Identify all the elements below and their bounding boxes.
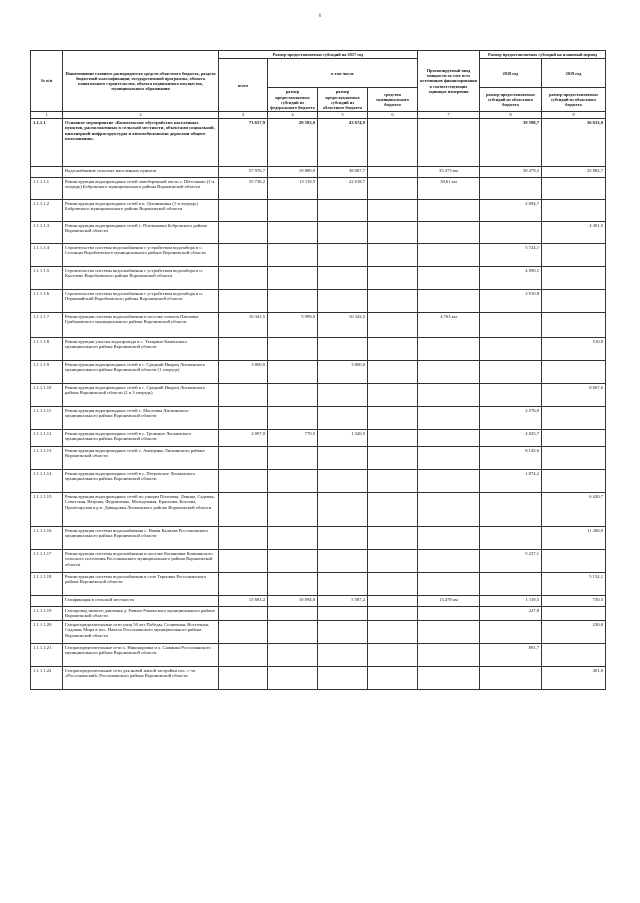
regional-2017 bbox=[318, 620, 368, 643]
capacity bbox=[418, 666, 480, 689]
table-row bbox=[31, 666, 606, 689]
header-year-2018: 2018 год bbox=[480, 59, 542, 88]
regional-2019 bbox=[542, 606, 606, 620]
header-federal: размер предоставляемых субсидий из федерального бюджета bbox=[268, 88, 318, 112]
total-2017: 16 341,5 bbox=[219, 312, 268, 337]
table-row bbox=[31, 572, 606, 595]
regional-2019: 750,3 bbox=[542, 595, 606, 606]
regional-2017 bbox=[318, 666, 368, 689]
total-2017 bbox=[219, 406, 268, 429]
municipal-2017 bbox=[368, 429, 418, 446]
federal-2017 bbox=[268, 446, 318, 469]
municipal-2017 bbox=[368, 446, 418, 469]
capacity bbox=[418, 118, 480, 166]
header-year-2019: 2019 год bbox=[542, 59, 606, 88]
row-index: 1.1.1.1.17 bbox=[31, 549, 63, 572]
municipal-2017 bbox=[368, 312, 418, 337]
regional-2019 bbox=[542, 289, 606, 312]
row-index: 1.1.1.1.14 bbox=[31, 469, 63, 492]
row-index: 1.1.1.1.2 bbox=[31, 199, 63, 221]
regional-2018 bbox=[480, 177, 542, 199]
municipal-2017 bbox=[368, 243, 418, 266]
federal-2017 bbox=[268, 337, 318, 360]
federal-2017: 770,5 bbox=[268, 429, 318, 446]
row-index: 1.1.1.1.13 bbox=[31, 446, 63, 469]
row-index bbox=[31, 166, 63, 177]
total-2017 bbox=[219, 243, 268, 266]
row-name: Строительство системы водоснабжения с устройством водозабора в п. Киселево Воробьевского района Воронежской области bbox=[63, 266, 219, 289]
table-row bbox=[31, 337, 606, 360]
regional-2018: 1 874,2 bbox=[480, 469, 542, 492]
table-row bbox=[31, 383, 606, 406]
regional-2018 bbox=[480, 526, 542, 549]
capacity: 4,763 км bbox=[418, 312, 480, 337]
capacity: 13,478 км bbox=[418, 595, 480, 606]
regional-2017 bbox=[318, 406, 368, 429]
total-2017 bbox=[219, 446, 268, 469]
regional-2019 bbox=[542, 177, 606, 199]
regional-2019: 5 132,1 bbox=[542, 572, 606, 595]
total-2017 bbox=[219, 549, 268, 572]
regional-2017 bbox=[318, 606, 368, 620]
total-2017 bbox=[219, 526, 268, 549]
capacity bbox=[418, 289, 480, 312]
row-name: Реконструкция водопроводных сетей с. Анощенко Лискинского района Воронежской области bbox=[63, 446, 219, 469]
row-index: 1.1.1.1.6 bbox=[31, 289, 63, 312]
regional-2017 bbox=[318, 221, 368, 243]
header-index: № п/п bbox=[31, 51, 63, 112]
total-2017: 35 738,2 bbox=[219, 177, 268, 199]
regional-2017 bbox=[318, 446, 368, 469]
total-2017 bbox=[219, 666, 268, 689]
row-name: Реконструкция системы водоснабжения в поселке Копанчина Кошнянского сельского поселения Россошанского муниципального района Воронежской области bbox=[63, 549, 219, 572]
regional-2018 bbox=[480, 383, 542, 406]
municipal-2017 bbox=[368, 469, 418, 492]
total-2017 bbox=[219, 572, 268, 595]
capacity bbox=[418, 572, 480, 595]
column-number: 3 bbox=[219, 112, 268, 119]
total-2017 bbox=[219, 620, 268, 643]
row-name: Реконструкция водопроводных сетей левобережной части с. Шестаково (1-я очередь) Бобровского муниципального района Воронежской области bbox=[63, 177, 219, 199]
municipal-2017 bbox=[368, 492, 418, 526]
capacity bbox=[418, 266, 480, 289]
federal-2017 bbox=[268, 406, 318, 429]
row-index: 1.1.1.1 bbox=[31, 118, 63, 166]
column-number: 7 bbox=[418, 112, 480, 119]
regional-2017: 1 326,5 bbox=[318, 429, 368, 446]
table-row bbox=[31, 595, 606, 606]
capacity bbox=[418, 606, 480, 620]
capacity bbox=[418, 383, 480, 406]
municipal-2017 bbox=[368, 595, 418, 606]
capacity bbox=[418, 526, 480, 549]
header-2017-group: Размер предоставляемых субсидий на 2017 год bbox=[219, 51, 418, 59]
row-index: 1.1.1.1.11 bbox=[31, 406, 63, 429]
municipal-2017 bbox=[368, 606, 418, 620]
regional-2017 bbox=[318, 643, 368, 666]
federal-2017 bbox=[268, 526, 318, 549]
regional-2019 bbox=[542, 199, 606, 221]
regional-2019 bbox=[542, 266, 606, 289]
capacity bbox=[418, 492, 480, 526]
row-index: 1.1.1.1.8 bbox=[31, 337, 63, 360]
total-2017: 2 097,0 bbox=[219, 429, 268, 446]
regional-2018: 891,7 bbox=[480, 643, 542, 666]
regional-2018 bbox=[480, 337, 542, 360]
column-number: 8 bbox=[480, 112, 542, 119]
regional-2017 bbox=[318, 469, 368, 492]
municipal-2017 bbox=[368, 266, 418, 289]
capacity bbox=[418, 549, 480, 572]
header-plan-group: Размер предоставляемых субсидий на плановый период bbox=[480, 51, 606, 59]
regional-2018: 227,8 bbox=[480, 606, 542, 620]
table-row bbox=[31, 177, 606, 199]
row-name: Реконструкция системы водоснабжения в поселке совхоза Павловка Грибановского муниципального района Воронежской области bbox=[63, 312, 219, 337]
row-name: Газораспределительные сети для новой жилой застройки пос. с-за «Россошанский» Россошанского района Воронежской области bbox=[63, 666, 219, 689]
federal-2017 bbox=[268, 383, 318, 406]
regional-2018: 4 090,1 bbox=[480, 266, 542, 289]
table-row bbox=[31, 469, 606, 492]
table-row bbox=[31, 166, 606, 177]
page-number: 6 bbox=[318, 14, 322, 19]
capacity bbox=[418, 337, 480, 360]
municipal-2017 bbox=[368, 337, 418, 360]
table-row bbox=[31, 446, 606, 469]
row-name: Газораспределительные сети улиц 50 лет Победы, Солнечная, Восточная, Садовая, Мира в пос. Начало Россошанского муниципального района Воронежской области bbox=[63, 620, 219, 643]
table-row bbox=[31, 243, 606, 266]
regional-2017 bbox=[318, 526, 368, 549]
table-row bbox=[31, 429, 606, 446]
row-name: Газификация в сельской местности bbox=[63, 595, 219, 606]
regional-2018 bbox=[480, 360, 542, 383]
total-2017: 73 657,9 bbox=[219, 118, 268, 166]
capacity bbox=[418, 243, 480, 266]
regional-2019 bbox=[542, 360, 606, 383]
table-row bbox=[31, 266, 606, 289]
regional-2018: 38 479,2 bbox=[480, 166, 542, 177]
municipal-2017 bbox=[368, 666, 418, 689]
row-index: 1.1.1.1.18 bbox=[31, 572, 63, 595]
total-2017 bbox=[219, 199, 268, 221]
header-name: Наименование главного распорядителя средств областного бюджета, раздела бюджетной классификации, государственной программы, объекта капитального строительства, объекта недвижимого имущества, муниципального образования bbox=[63, 51, 219, 112]
municipal-2017 bbox=[368, 166, 418, 177]
federal-2017: 5 999,0 bbox=[268, 312, 318, 337]
federal-2017: 13 119,5 bbox=[268, 177, 318, 199]
federal-2017 bbox=[268, 572, 318, 595]
regional-2019 bbox=[542, 469, 606, 492]
regional-2019: 301,0 bbox=[542, 666, 606, 689]
municipal-2017 bbox=[368, 572, 418, 595]
row-index: 1.1.1.1.3 bbox=[31, 221, 63, 243]
row-name: Реконструкция системы водоснабжения в селе Терновка Россошанского района Воронежской области bbox=[63, 572, 219, 595]
regional-2018 bbox=[480, 620, 542, 643]
row-index: 1.1.1.1.22 bbox=[31, 666, 63, 689]
column-number: 5 bbox=[318, 112, 368, 119]
header-including: в том числе bbox=[268, 59, 418, 88]
regional-2018: 39 598,7 bbox=[480, 118, 542, 166]
municipal-2017 bbox=[368, 199, 418, 221]
regional-2017 bbox=[318, 572, 368, 595]
municipal-2017 bbox=[368, 118, 418, 166]
capacity bbox=[418, 620, 480, 643]
header-capacity: Прогнозируемый ввод мощности за счет всех источников финансирования в соответствующих единицах измерения bbox=[418, 51, 480, 112]
total-2017 bbox=[219, 383, 268, 406]
row-name: Газопровод низкого давления д. Ровное Рамонского муниципального района Воронежской области bbox=[63, 606, 219, 620]
row-index: 1.1.1.1.20 bbox=[31, 620, 63, 643]
row-index: 1.1.1.1.9 bbox=[31, 360, 63, 383]
regional-2019 bbox=[542, 446, 606, 469]
municipal-2017 bbox=[368, 526, 418, 549]
table-row bbox=[31, 620, 606, 643]
row-index: 1.1.1.1.21 bbox=[31, 643, 63, 666]
regional-2019: 230,0 bbox=[542, 620, 606, 643]
regional-2018: 1 119,5 bbox=[480, 595, 542, 606]
regional-2018 bbox=[480, 666, 542, 689]
regional-2019 bbox=[542, 406, 606, 429]
table-row bbox=[31, 406, 606, 429]
subsidy-table bbox=[30, 50, 606, 690]
row-index: 1.1.1.1.19 bbox=[31, 606, 63, 620]
regional-2017: 10 342,5 bbox=[318, 312, 368, 337]
federal-2017: 29 583,0 bbox=[268, 118, 318, 166]
total-2017 bbox=[219, 221, 268, 243]
row-name: Основное мероприятие «Комплексное обустройство населенных пунктов, расположенных в сельской местности, объектами социальной, инженерной инфраструктуры и автомобильными дорогами общего пользования» bbox=[63, 118, 219, 166]
regional-2019: 510,8 bbox=[542, 337, 606, 360]
row-name: Реконструкция водопроводных сетей в с. Средний Икорец Лискинского района Воронежской области (2 и 3 очередь) bbox=[63, 383, 219, 406]
federal-2017 bbox=[268, 643, 318, 666]
row-index: 1.1.1.1.12 bbox=[31, 429, 63, 446]
capacity bbox=[418, 429, 480, 446]
regional-2018 bbox=[480, 312, 542, 337]
table-row bbox=[31, 312, 606, 337]
total-2017 bbox=[219, 337, 268, 360]
row-name: Реконструкция водопроводных сетей в с. Петровское Лискинского муниципального района Воронежской области bbox=[63, 469, 219, 492]
regional-2018: 2 094,7 bbox=[480, 199, 542, 221]
row-name: Реконструкция водопроводных сетей в п. Лушниковка (1-я очередь) Бобровского муниципального района Воронежской области bbox=[63, 199, 219, 221]
regional-2019 bbox=[542, 643, 606, 666]
column-number: 2 bbox=[63, 112, 219, 119]
table-row bbox=[31, 643, 606, 666]
regional-2019 bbox=[542, 312, 606, 337]
row-name: Реконструкция участка водопровода в с. Татарино Каменского муниципального района Воронежской области bbox=[63, 337, 219, 360]
row-name: Реконструкция водопроводных сетей с. Масловка Лискинского муниципального района Воронежской области bbox=[63, 406, 219, 429]
row-index: 1.1.1.1.4 bbox=[31, 243, 63, 266]
regional-2017: 43 674,9 bbox=[318, 118, 368, 166]
federal-2017 bbox=[268, 620, 318, 643]
row-name: Строительство системы водоснабжения с устройством водозабора в п. Первомайский Воробьевского района Воронежской области bbox=[63, 289, 219, 312]
row-name: Реконструкция водопроводных сетей по улицам Почтовая, Ленина, Садовая, Советская, Ватрова, Фединченко, Молодежная, Краснова, Козлова, Пролетарская в р.п. Давыдовка Лискинского района Воронежской области bbox=[63, 492, 219, 526]
federal-2017 bbox=[268, 666, 318, 689]
capacity: 30,61 км bbox=[418, 177, 480, 199]
federal-2017: 10 094,0 bbox=[268, 595, 318, 606]
total-2017 bbox=[219, 266, 268, 289]
regional-2019: 4 491,5 bbox=[542, 221, 606, 243]
row-name: Строительство системы водоснабжения с устройством водозабора в с. Солонцы Воробьевского муниципального района Воронежской области bbox=[63, 243, 219, 266]
regional-2017 bbox=[318, 266, 368, 289]
regional-2019: 6 420,7 bbox=[542, 492, 606, 526]
row-name: Реконструкция системы водоснабжения с. Новая Калитва Россошанского муниципального района Воронежской области bbox=[63, 526, 219, 549]
municipal-2017 bbox=[368, 383, 418, 406]
municipal-2017 bbox=[368, 406, 418, 429]
row-index bbox=[31, 595, 63, 606]
total-2017 bbox=[219, 643, 268, 666]
total-2017 bbox=[219, 289, 268, 312]
regional-2017: 3 800,0 bbox=[318, 360, 368, 383]
row-name: Газораспределительные сети х. Никоноровка и х. Сажинка Россошанского муниципального района Воронежской области bbox=[63, 643, 219, 666]
capacity bbox=[418, 360, 480, 383]
regional-2017 bbox=[318, 199, 368, 221]
regional-2017 bbox=[318, 492, 368, 526]
row-name: Водоснабжение сельских населенных пунктов bbox=[63, 166, 219, 177]
total-2017 bbox=[219, 606, 268, 620]
regional-2018 bbox=[480, 492, 542, 526]
regional-2019 bbox=[542, 243, 606, 266]
table-row bbox=[31, 549, 606, 572]
capacity bbox=[418, 469, 480, 492]
regional-2019: 36 633,0 bbox=[542, 118, 606, 166]
row-index: 1.1.1.1.5 bbox=[31, 266, 63, 289]
capacity bbox=[418, 446, 480, 469]
row-index: 1.1.1.1.1 bbox=[31, 177, 63, 199]
federal-2017 bbox=[268, 243, 318, 266]
regional-2018 bbox=[480, 572, 542, 595]
row-index: 1.1.1.1.16 bbox=[31, 526, 63, 549]
regional-2019: 8 067,6 bbox=[542, 383, 606, 406]
federal-2017: 19 889,0 bbox=[268, 166, 318, 177]
row-name: Реконструкция водопроводных сетей в с. Троицкое Лискинского муниципального района Воронежской области bbox=[63, 429, 219, 446]
header-regional-2018: размер предоставляемых субсидий из областного бюджета bbox=[480, 88, 542, 112]
regional-2019: 11 260,0 bbox=[542, 526, 606, 549]
regional-2018: 5 237,1 bbox=[480, 549, 542, 572]
row-name: Реконструкция водопроводных сетей с. Пчелиновка Бобровского района Воронежской области bbox=[63, 221, 219, 243]
capacity bbox=[418, 221, 480, 243]
federal-2017 bbox=[268, 606, 318, 620]
column-number: 9 bbox=[542, 112, 606, 119]
municipal-2017 bbox=[368, 620, 418, 643]
row-index: 1.1.1.1.7 bbox=[31, 312, 63, 337]
total-2017: 3 800,0 bbox=[219, 360, 268, 383]
row-index: 1.1.1.1.10 bbox=[31, 383, 63, 406]
total-2017 bbox=[219, 469, 268, 492]
table-row bbox=[31, 199, 606, 221]
federal-2017 bbox=[268, 469, 318, 492]
municipal-2017 bbox=[368, 177, 418, 199]
column-number: 4 bbox=[268, 112, 318, 119]
table-row bbox=[31, 360, 606, 383]
capacity: 35,373 км bbox=[418, 166, 480, 177]
regional-2017 bbox=[318, 289, 368, 312]
federal-2017 bbox=[268, 221, 318, 243]
municipal-2017 bbox=[368, 360, 418, 383]
regional-2019 bbox=[542, 549, 606, 572]
regional-2018: 2 576,0 bbox=[480, 406, 542, 429]
regional-2019: 35 882,7 bbox=[542, 166, 606, 177]
municipal-2017 bbox=[368, 289, 418, 312]
federal-2017 bbox=[268, 549, 318, 572]
header-municipal: средства муниципального бюджета bbox=[368, 88, 418, 112]
total-2017: 57 976,7 bbox=[219, 166, 268, 177]
table-row bbox=[31, 221, 606, 243]
table-row bbox=[31, 118, 606, 166]
regional-2018: 5 724,1 bbox=[480, 243, 542, 266]
regional-2019 bbox=[542, 429, 606, 446]
regional-2017 bbox=[318, 383, 368, 406]
table-row bbox=[31, 492, 606, 526]
table-row bbox=[31, 606, 606, 620]
table-row bbox=[31, 526, 606, 549]
regional-2017: 5 587,2 bbox=[318, 595, 368, 606]
header-regional-2019: размер предоставляемых субсидий из областного бюджета bbox=[542, 88, 606, 112]
federal-2017 bbox=[268, 199, 318, 221]
regional-2017: 38 087,7 bbox=[318, 166, 368, 177]
capacity bbox=[418, 643, 480, 666]
header-total: всего bbox=[219, 59, 268, 112]
capacity bbox=[418, 199, 480, 221]
row-index: 1.1.1.1.15 bbox=[31, 492, 63, 526]
federal-2017 bbox=[268, 492, 318, 526]
municipal-2017 bbox=[368, 221, 418, 243]
row-name: Реконструкция водопроводных сетей в с. Средний Икорец Лискинского муниципального района Воронежской области (1 очередь) bbox=[63, 360, 219, 383]
header-regional: размер предоставляемых субсидий из областного бюджета bbox=[318, 88, 368, 112]
regional-2017 bbox=[318, 337, 368, 360]
regional-2017: 22 618,7 bbox=[318, 177, 368, 199]
regional-2017 bbox=[318, 549, 368, 572]
regional-2018 bbox=[480, 221, 542, 243]
regional-2018: 8 145,6 bbox=[480, 446, 542, 469]
federal-2017 bbox=[268, 266, 318, 289]
table-row bbox=[31, 289, 606, 312]
federal-2017 bbox=[268, 289, 318, 312]
column-number: 6 bbox=[368, 112, 418, 119]
total-2017: 15 681,2 bbox=[219, 595, 268, 606]
capacity bbox=[418, 406, 480, 429]
municipal-2017 bbox=[368, 643, 418, 666]
regional-2018: 4 825,7 bbox=[480, 429, 542, 446]
municipal-2017 bbox=[368, 549, 418, 572]
federal-2017 bbox=[268, 360, 318, 383]
regional-2017 bbox=[318, 243, 368, 266]
column-number: 1 bbox=[31, 112, 63, 119]
total-2017 bbox=[219, 492, 268, 526]
regional-2018: 3 910,8 bbox=[480, 289, 542, 312]
